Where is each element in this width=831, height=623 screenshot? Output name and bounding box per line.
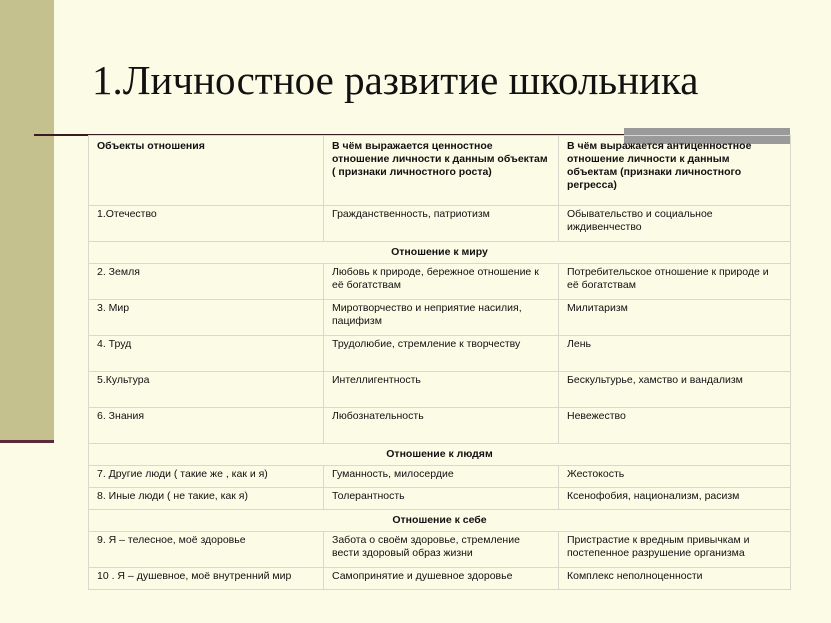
left-decor-bar-underline (0, 440, 54, 443)
object-cell: 2. Земля (89, 264, 324, 300)
left-decor-bar (0, 0, 54, 440)
table-row (89, 408, 791, 444)
value-cell: Миротворчество и неприятие насилия, пацифизм (324, 300, 559, 336)
table-row (89, 568, 791, 590)
value-cell: Гуманность, милосердие (324, 466, 559, 488)
value-cell: Любовь к природе, бережное отношение к её богатствам (324, 264, 559, 300)
header-objects: Объекты отношения (89, 136, 324, 206)
antivalue-cell: Невежество (559, 408, 791, 444)
section-row (89, 444, 791, 466)
antivalue-cell: Комплекс неполноценности (559, 568, 791, 590)
table-row (89, 300, 791, 336)
value-cell: Интеллигентность (324, 372, 559, 408)
antivalue-cell: Милитаризм (559, 300, 791, 336)
table-row (89, 336, 791, 372)
antivalue-cell: Бескультурье, хамство и вандализм (559, 372, 791, 408)
antivalue-cell: Лень (559, 336, 791, 372)
section-row (89, 242, 791, 264)
header-value-attitude: В чём выражается ценностное отношение личности к данным объектам ( признаки личностного роста) (324, 136, 559, 206)
value-cell: Любознательность (324, 408, 559, 444)
table-row (89, 372, 791, 408)
antivalue-cell: Потребительское отношение к природе и её богатствам (559, 264, 791, 300)
table-header-row (89, 136, 791, 206)
table-row (89, 488, 791, 510)
section-title: Отношение к себе (89, 510, 791, 532)
values-table (88, 135, 791, 590)
object-cell: 3. Мир (89, 300, 324, 336)
object-cell: 8. Иные люди ( не такие, как я) (89, 488, 324, 510)
section-title: Отношение к миру (89, 242, 791, 264)
antivalue-cell: Ксенофобия, национализм, расизм (559, 488, 791, 510)
antivalue-cell: Пристрастие к вредным привычкам и постепенное разрушение организма (559, 532, 791, 568)
antivalue-cell: Обывательство и социальное иждивенчество (559, 206, 791, 242)
value-cell: Толерантность (324, 488, 559, 510)
object-cell: 5.Культура (89, 372, 324, 408)
value-cell: Самопринятие и душевное здоровье (324, 568, 559, 590)
value-cell: Трудолюбие, стремление к творчеству (324, 336, 559, 372)
header-antivalue-attitude: В чём выражается антиценностное отношение личности к данным объектам (признаки личностного регресса) (559, 136, 791, 206)
section-title: Отношение к людям (89, 444, 791, 466)
antivalue-cell: Жестокость (559, 466, 791, 488)
table-row (89, 206, 791, 242)
object-cell: 10 . Я – душевное, моё внутренний мир (89, 568, 324, 590)
value-cell: Гражданственность, патриотизм (324, 206, 559, 242)
table-row (89, 466, 791, 488)
page-title: 1.Личностное развитие школьника (92, 57, 699, 103)
section-row (89, 510, 791, 532)
object-cell: 7. Другие люди ( такие же , как и я) (89, 466, 324, 488)
value-cell: Забота о своём здоровье, стремление вести здоровый образ жизни (324, 532, 559, 568)
table-row (89, 264, 791, 300)
object-cell: 6. Знания (89, 408, 324, 444)
table-row (89, 532, 791, 568)
object-cell: 9. Я – телесное, моё здоровье (89, 532, 324, 568)
object-cell: 4. Труд (89, 336, 324, 372)
object-cell: 1.Отечество (89, 206, 324, 242)
